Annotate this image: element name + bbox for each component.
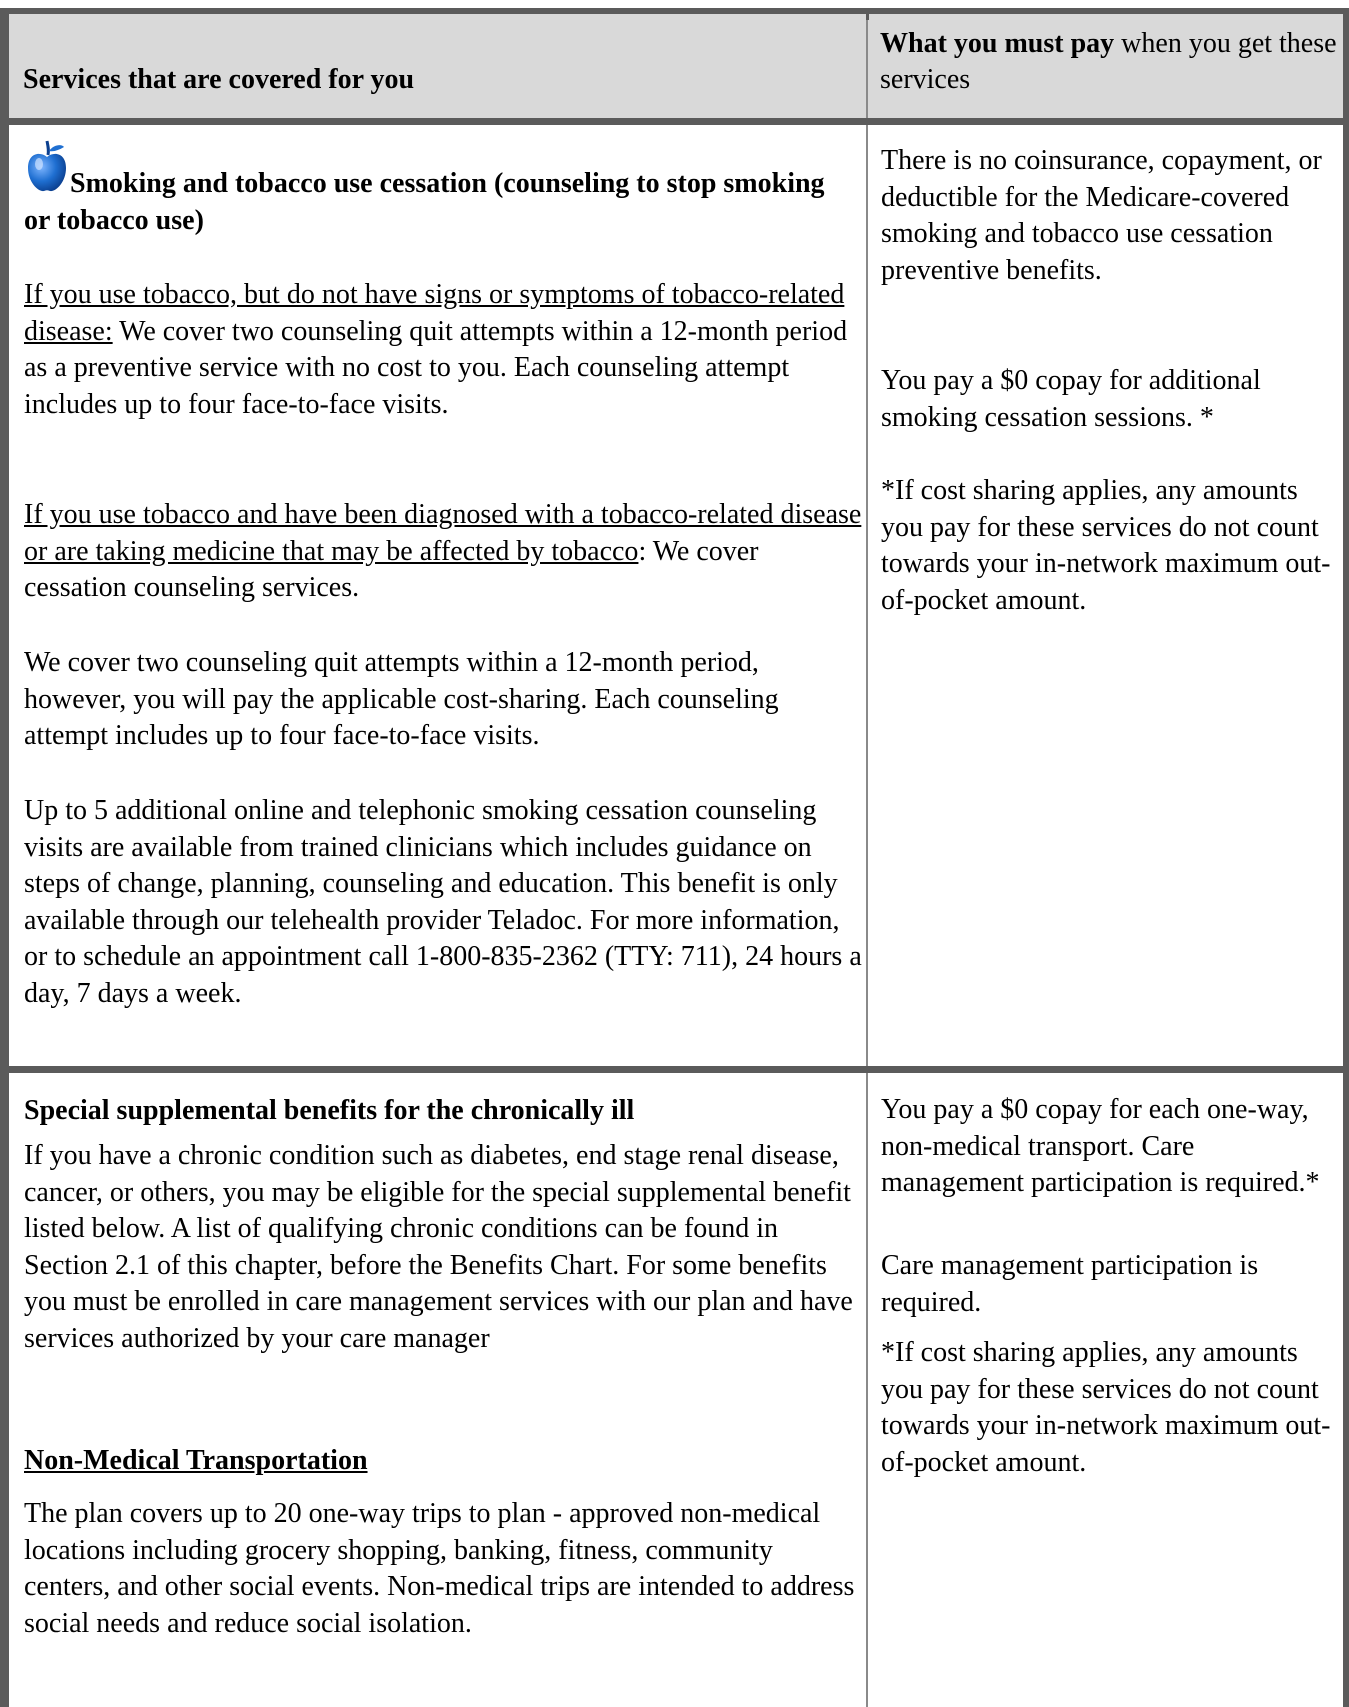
header-services-covered: Services that are covered for you xyxy=(23,64,415,95)
smoking-paragraph-diagnosed-underlined: If you use tobacco and have been diagnosed with a tobacco-related disease or are taking medicine that may be affected by tobacco xyxy=(24,499,862,567)
non-medical-transportation-heading: Non-Medical Transportation xyxy=(24,1445,368,1476)
transport-pay-care-management: Care management participation is required. xyxy=(881,1250,1259,1318)
smoking-cessation-title-text: Smoking and tobacco use cessation (counseling to stop smoking or tobacco use) xyxy=(24,168,825,236)
transport-pay-cost-sharing-note: *If cost sharing applies, any amounts you pay for these services do not count towards your in-network maximum out-of-pocket amount. xyxy=(881,1337,1331,1478)
smoking-pay-copay: You pay a $0 copay for additional smoking cessation sessions. * xyxy=(881,365,1261,433)
smoking-cessation-title xyxy=(24,166,854,239)
row-separator xyxy=(9,1066,1343,1073)
smoking-paragraph-teladoc: Up to 5 additional online and telephonic smoking cessation counseling visits are available from trained clinicians which includes guidance on steps of change, planning, counseling and education. This benefit is only available through our telehealth provider Teladoc. For more information, or to schedule an appointment call 1-800-835-2362 (TTY: 711), 24 hours a day, 7 days a week. xyxy=(24,795,862,1009)
smoking-paragraph-diagnosed xyxy=(24,497,864,607)
header-what-you-pay-rest: when you get these services xyxy=(880,28,1337,95)
header-separator xyxy=(9,118,1343,125)
table-left-border xyxy=(0,8,9,1707)
ssbci-paragraph: If you have a chronic condition such as diabetes, end stage renal disease, cancer, or others, you may be eligible for the special supplemental benefit listed below. A list of qualifying chronic conditions can be found in Section 2.1 of this chapter, before the Benefits Chart. For some benefits you must be enrolled in care management services with our plan and have services authorized by your care manager xyxy=(24,1140,853,1354)
column-divider xyxy=(866,14,868,1707)
smoking-pay-cost-sharing-note: *If cost sharing applies, any amounts you pay for these services do not count towards your in-network maximum out-of-pocket amount. xyxy=(881,475,1331,616)
ssbci-title: Special supplemental benefits for the chronically ill xyxy=(24,1095,635,1126)
smoking-pay-no-coinsurance: There is no coinsurance, copayment, or deductible for the Medicare-covered smoking and tobacco use cessation preventive benefits. xyxy=(881,145,1322,286)
smoking-paragraph-diagnosed-rest: : We cover cessation counseling services. xyxy=(24,535,759,604)
column-divider-tick xyxy=(866,14,869,20)
table-top-border xyxy=(0,8,1349,14)
smoking-paragraph-no-symptoms-underlined: If you use tobacco, but do not have signs or symptoms of tobacco-related disease: xyxy=(24,279,845,347)
non-medical-transportation-paragraph: The plan covers up to 20 one-way trips to plan - approved non-medical locations including grocery shopping, banking, fitness, community centers, and other social events. Non-medical trips are intended to address social needs and reduce social isolation. xyxy=(24,1498,855,1639)
transport-pay-copay: You pay a $0 copay for each one-way, non-medical transport. Care management participation is required.* xyxy=(881,1094,1320,1199)
table-right-border xyxy=(1343,8,1349,1707)
smoking-paragraph-no-symptoms xyxy=(24,277,864,423)
smoking-paragraph-cost-sharing: We cover two counseling quit attempts within a 12-month period, however, you will pay the applicable cost-sharing. Each counseling attempt includes up to four face-to-face visits. xyxy=(24,647,779,752)
header-what-you-pay-bold: What you must pay xyxy=(880,28,1115,59)
smoking-paragraph-no-symptoms-rest: We cover two counseling quit attempts within a 12-month period as a preventive service with no cost to you. Each counseling attempt includes up to four face-to-face visits. xyxy=(24,315,848,420)
header-what-you-pay xyxy=(880,26,1340,98)
